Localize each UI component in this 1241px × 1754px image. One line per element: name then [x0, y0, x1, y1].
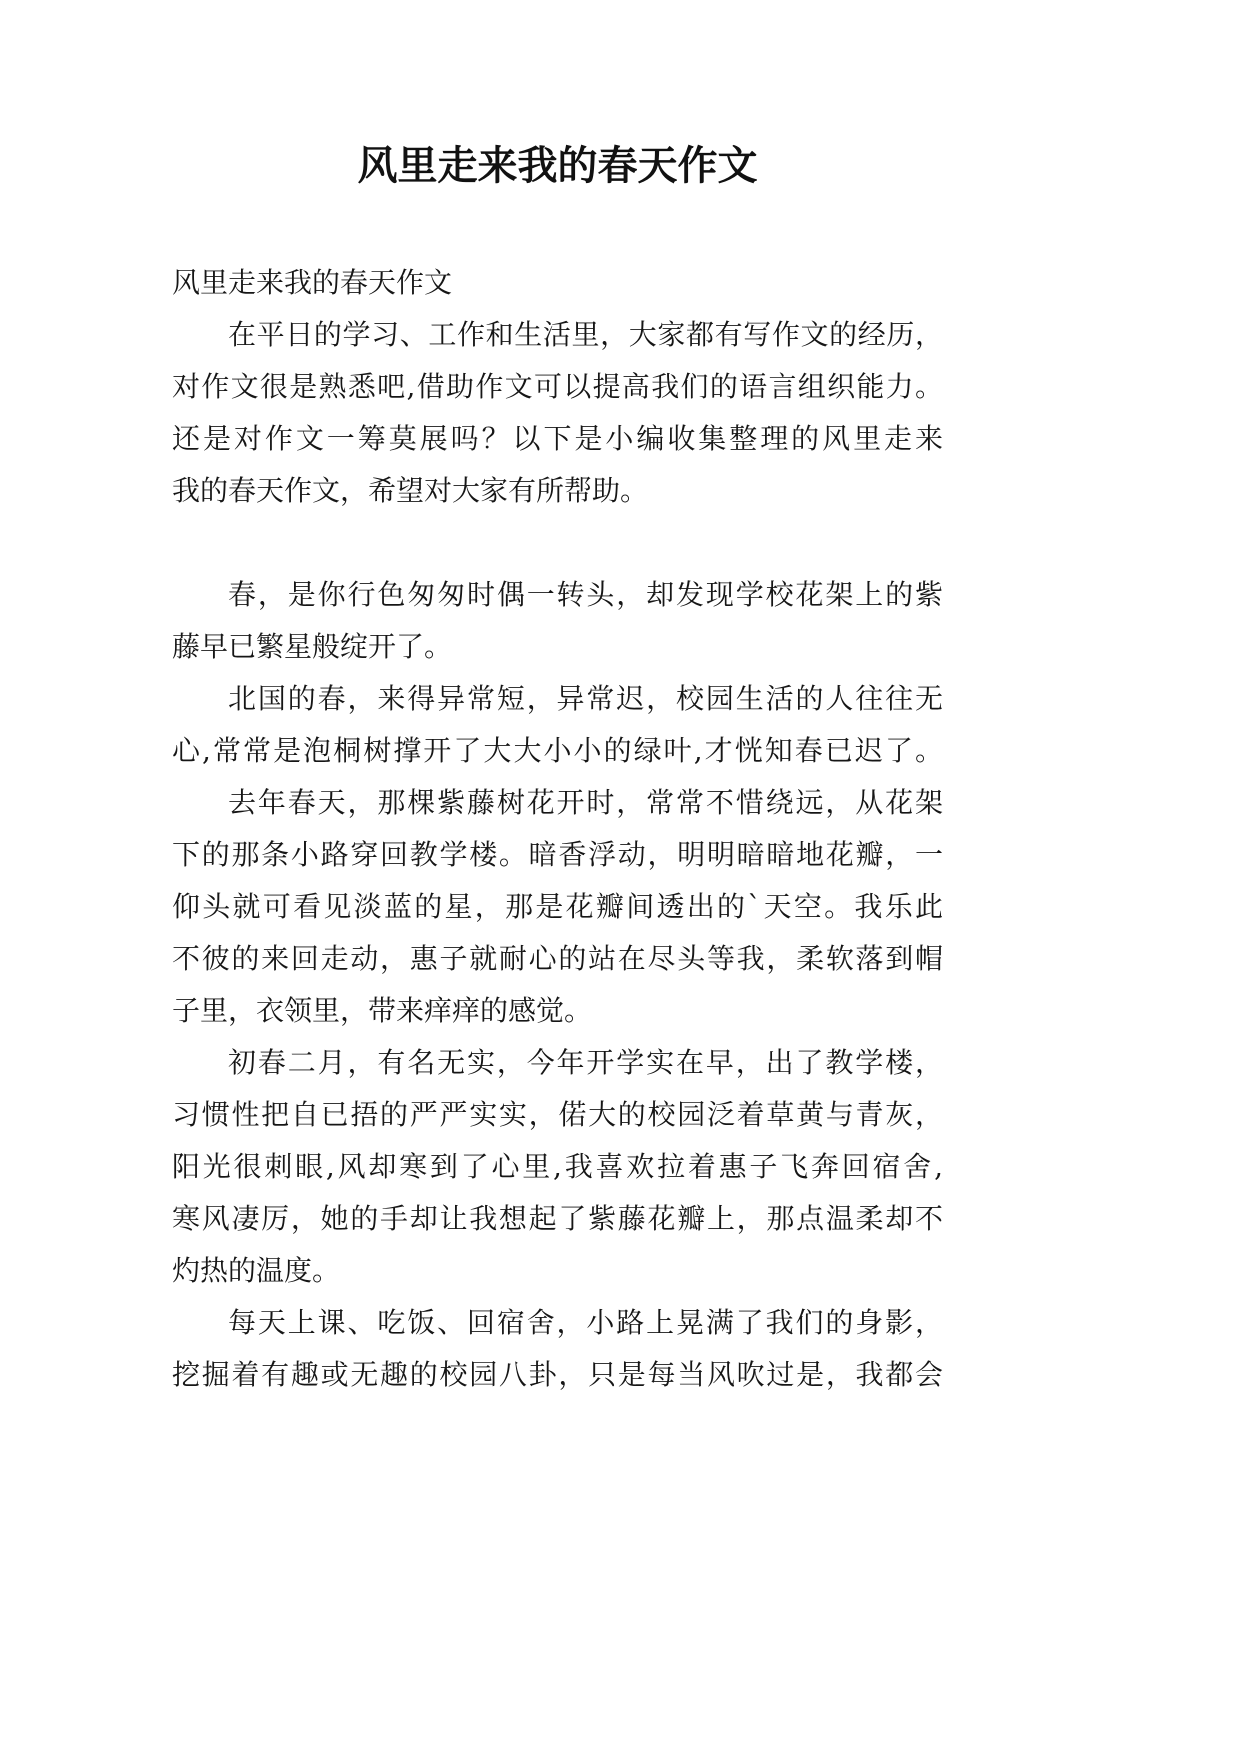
paragraph — [172, 1037, 943, 1297]
text-line: 心,常常是泡桐树撑开了大大小小的绿叶,才恍知春已迟了。 — [172, 734, 943, 767]
document-title: 风里走来我的春天作文 — [357, 142, 758, 189]
text-line: 灼热的温度。 — [172, 1254, 341, 1287]
text-line: 每天上课、吃饭、回宿舍，小路上晃满了我们的身影， — [228, 1306, 943, 1339]
text-line: 下的那条小路穿回教学楼。暗香浮动，明明暗暗地花瓣，一 — [172, 838, 943, 871]
text-line: 挖掘着有趣或无趣的校园八卦，只是每当风吹过是，我都会 — [172, 1358, 943, 1391]
text-line: 去年春天，那棵紫藤树花开时，常常不惜绕远，从花架 — [228, 786, 943, 819]
paragraph — [172, 309, 943, 517]
paragraph — [172, 673, 943, 777]
text-line: 北国的春，来得异常短，异常迟，校园生活的人往往无 — [228, 682, 943, 715]
paragraph — [172, 569, 943, 673]
text-line: 在平日的学习、工作和生活里，大家都有写作文的经历， — [228, 318, 943, 351]
text-line: 寒风凄厉，她的手却让我想起了紫藤花瓣上，那点温柔却不 — [172, 1202, 943, 1235]
paragraph — [172, 777, 943, 1037]
text-line: 阳光很刺眼,风却寒到了心里,我喜欢拉着惠子飞奔回宿舍, — [172, 1150, 943, 1183]
text-line: 习惯性把自已捂的严严实实，偌大的校园泛着草黄与青灰， — [172, 1098, 943, 1131]
text-line: 我的春天作文，希望对大家有所帮助。 — [172, 474, 649, 507]
text-line: 子里，衣领里，带来痒痒的感觉。 — [172, 994, 593, 1027]
text-line: 对作文很是熟悉吧,借助作文可以提高我们的语言组织能力。 — [172, 370, 943, 403]
text-line: 初春二月，有名无实，今年开学实在早，出了教学楼， — [228, 1046, 943, 1079]
paragraph — [172, 1297, 943, 1401]
text-line: 不彼的来回走动，惠子就耐心的站在尽头等我，柔软落到帽 — [172, 942, 943, 975]
document-body — [172, 257, 943, 1401]
text-line: 还是对作文一筹莫展吗？以下是小编收集整理的风里走来 — [172, 422, 943, 455]
text-line: 藤早已繁星般绽开了。 — [172, 630, 453, 663]
text-line: 仰头就可看见淡蓝的星，那是花瓣间透出的`天空。我乐此 — [172, 890, 943, 923]
text-line: 春，是你行色匆匆时偶一转头，却发现学校花架上的紫 — [228, 578, 943, 611]
document-subtitle: 风里走来我的春天作文 — [172, 266, 453, 299]
